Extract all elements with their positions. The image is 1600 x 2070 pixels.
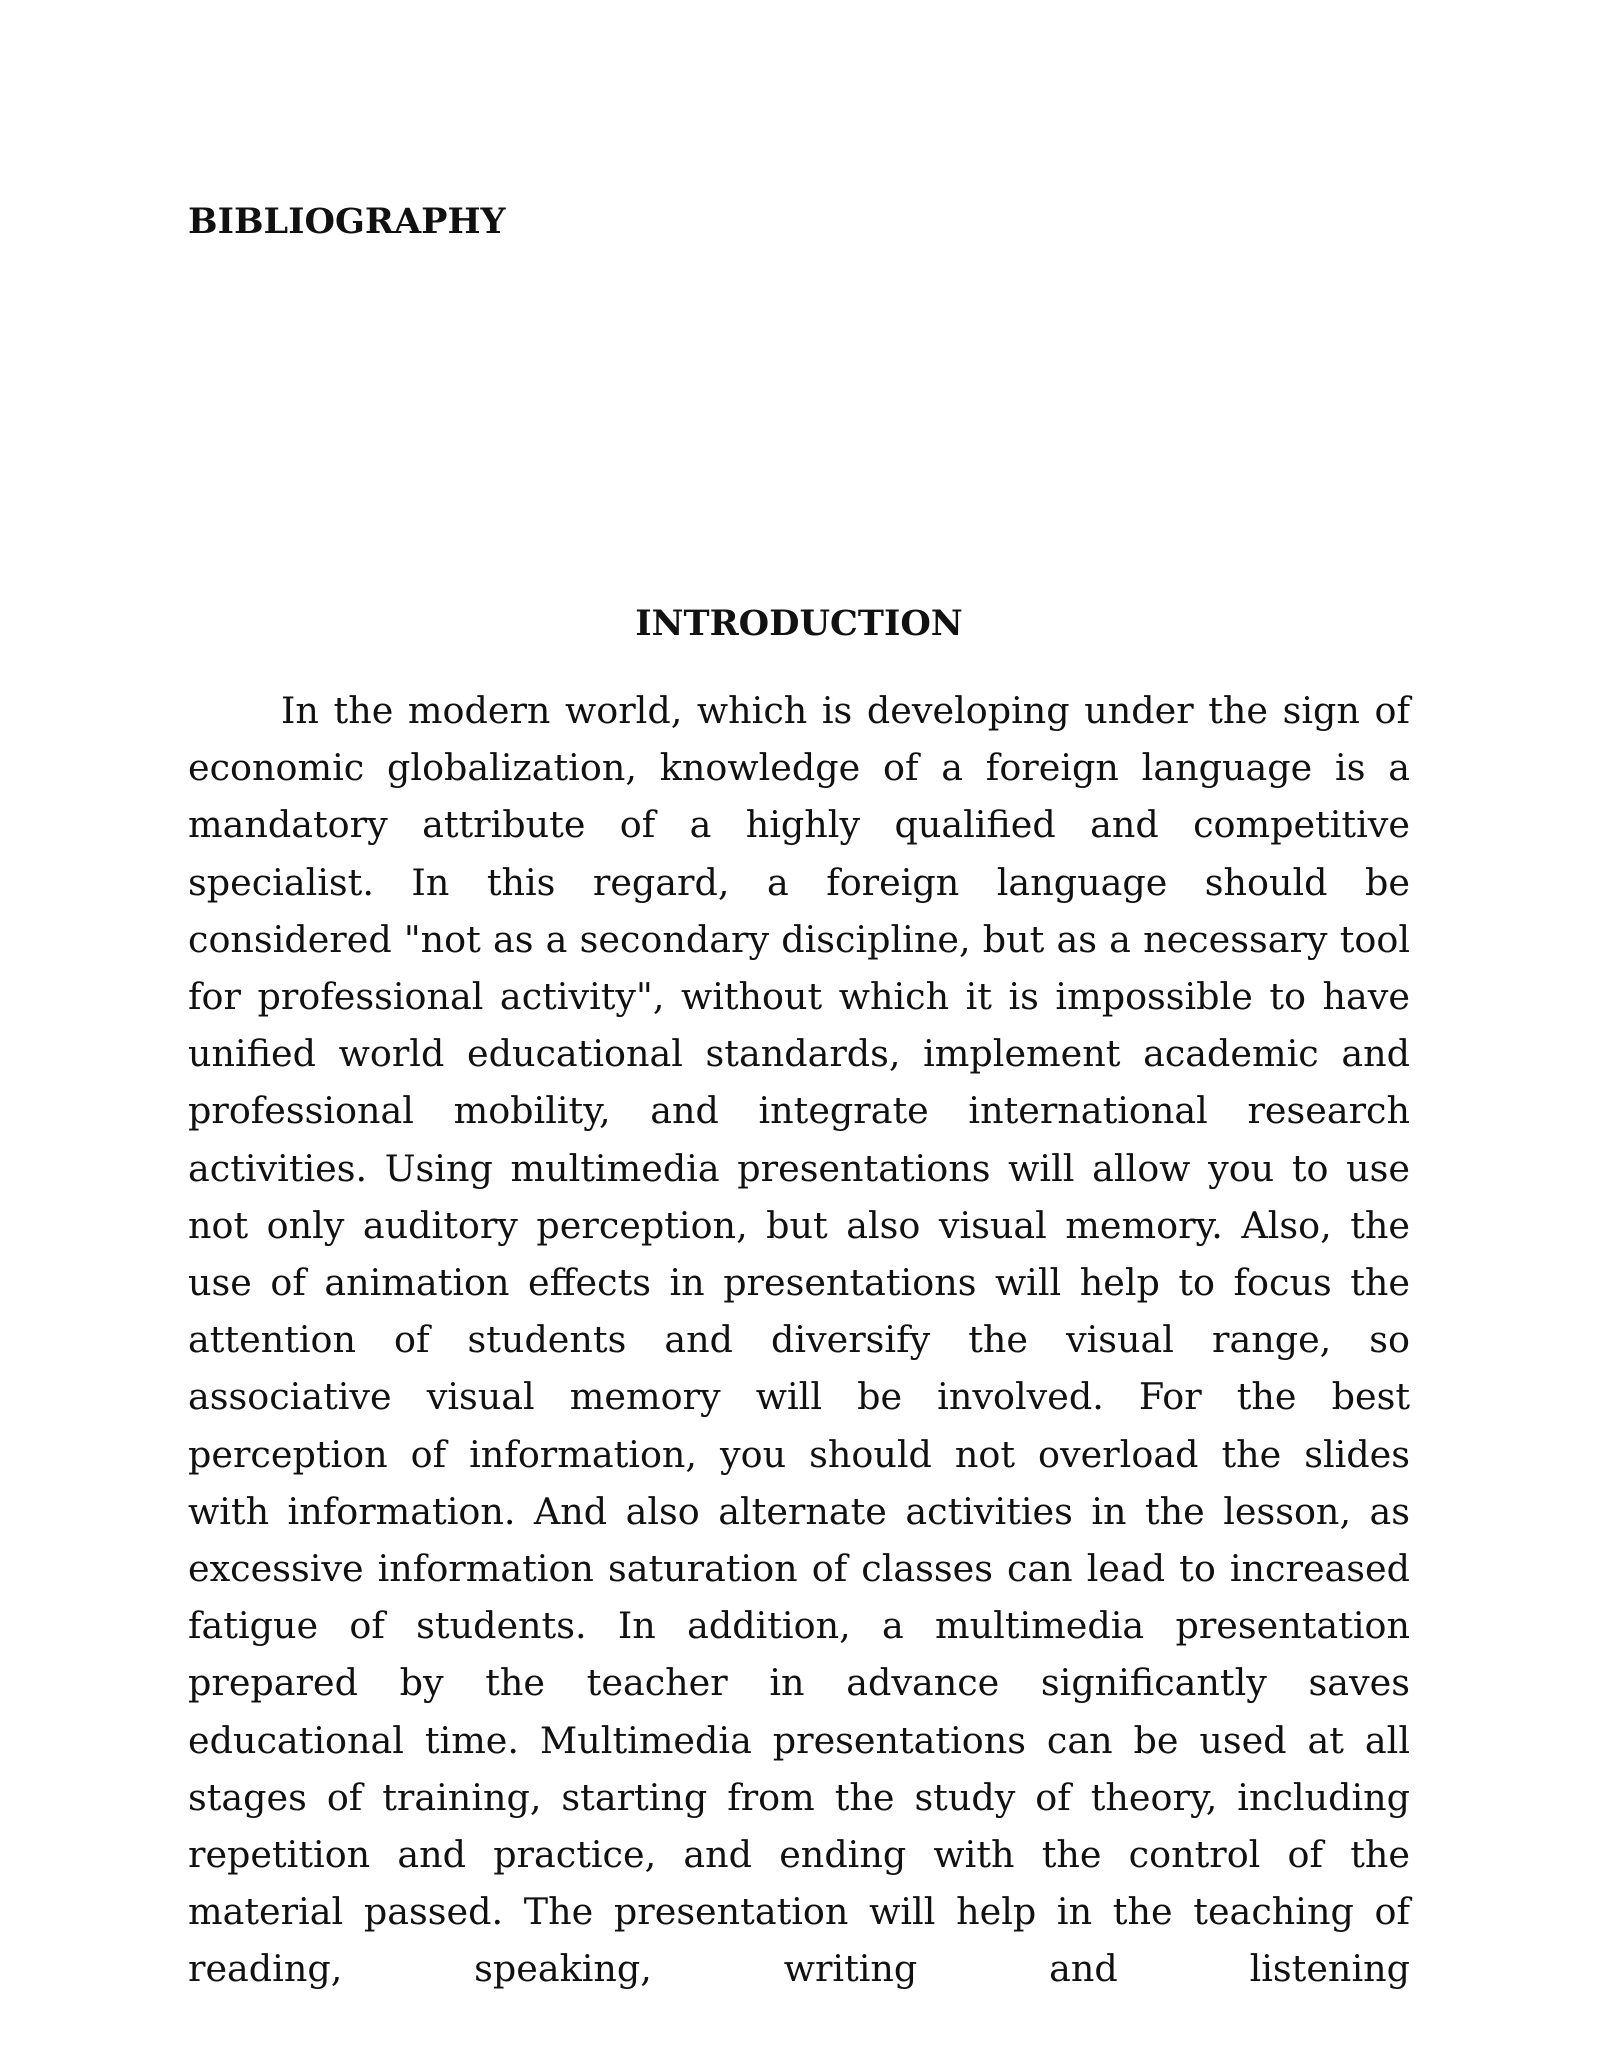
introduction-heading: INTRODUCTION (635, 603, 963, 644)
bibliography-heading: BIBLIOGRAPHY (188, 201, 506, 242)
introduction-paragraph: In the modern world, which is developing under the sign of economic globalization, knowledge of a foreign language is a mandatory attribute of a highly qualified and competitive specialist. In this regard, a foreign language should be considered "not as a secondary discipline, but as a necessary tool for professional activity", without which it is impossible to have unified world educational standards, implement academic and professional mobility, and integrate international research activities. Using multimedia presentations will allow you to use not only auditory perception, but also visual memory. Also, the use of animation effects in presentations will help to focus the attention of students and diversify the visual range, so associative visual memory will be involved. For the best perception of information, you should not overload the slides with information. And also alternate activities in the lesson, as excessive information saturation of classes can lead to increased fatigue of students. In addition, a multimedia presentation prepared by the teacher in advance significantly saves educational time. Multimedia presentations can be used at all stages of training, starting from the study of theory, including repetition and practice, and ending with the control of the material passed. The presentation will help in the teaching of reading, speaking, writing and listening (188, 689, 1410, 1991)
